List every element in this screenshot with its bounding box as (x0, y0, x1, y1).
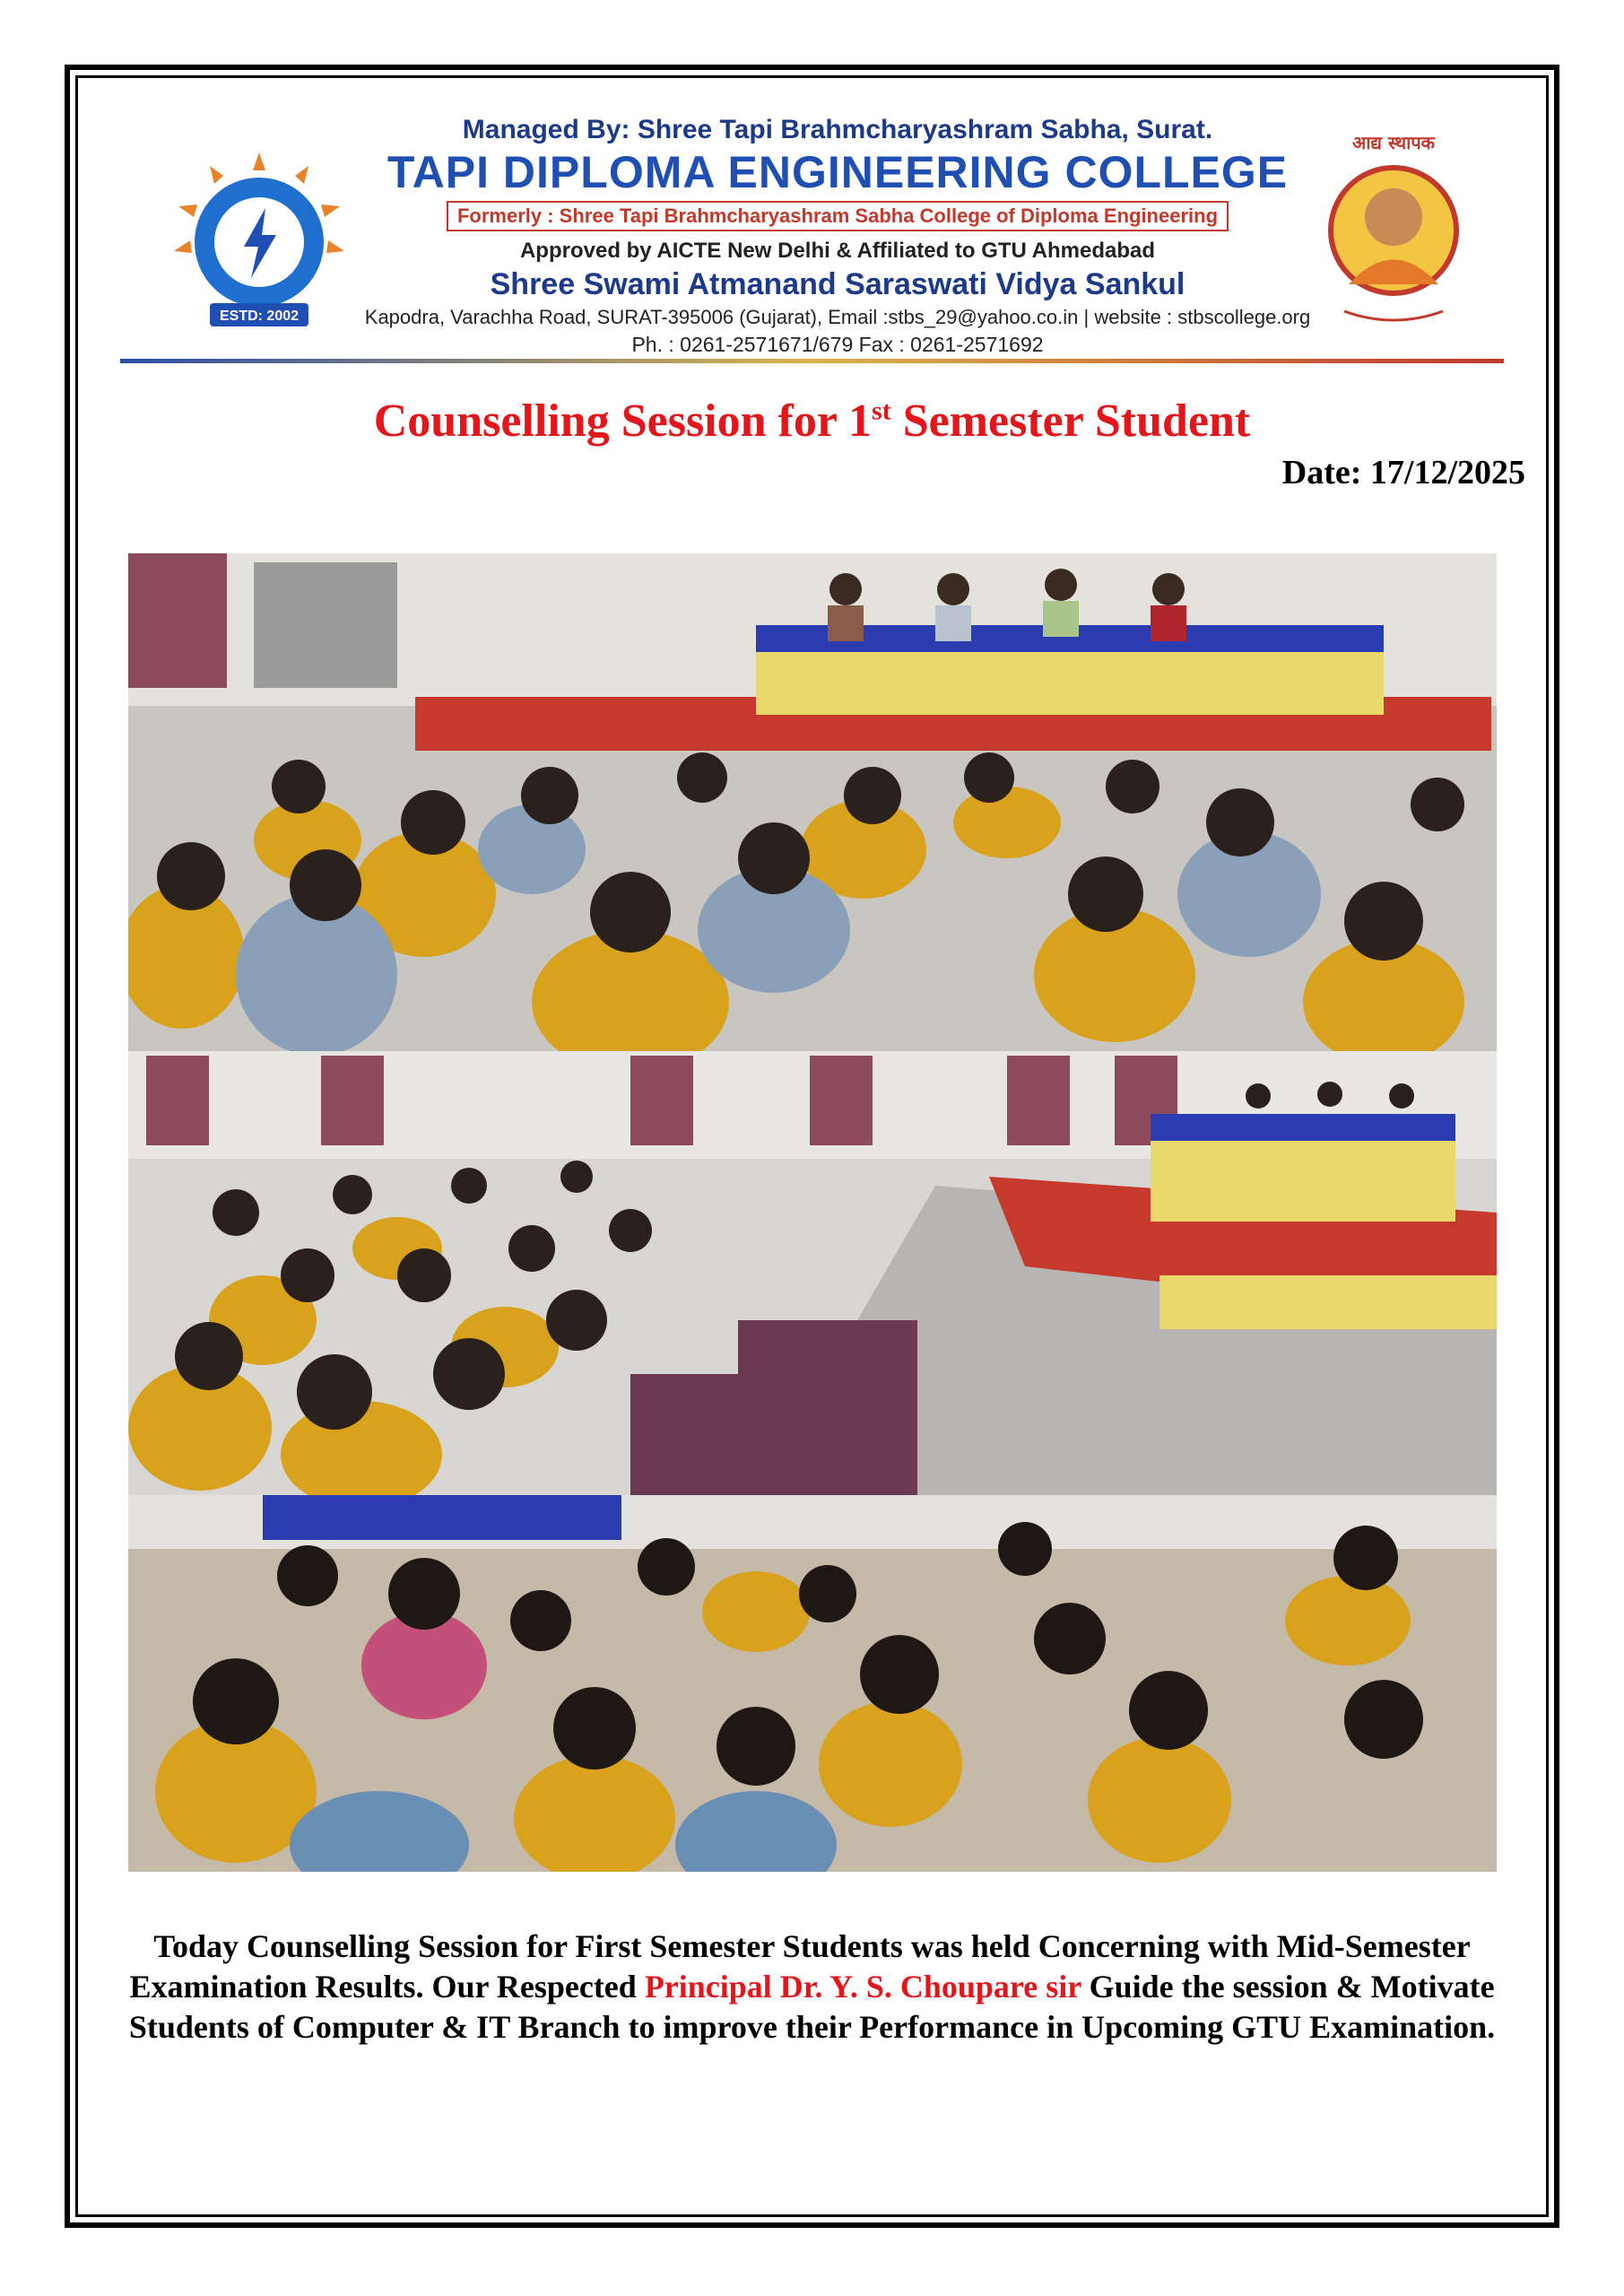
letterhead-divider (120, 359, 1504, 363)
college-logo (165, 144, 353, 332)
founder-caption: आद्य स्थापक (1351, 132, 1436, 153)
letterhead (120, 108, 1504, 368)
principal-name: Principal Dr. Y. S. Choupare sir (644, 1969, 1081, 2005)
logo-estd-text: ESTD: 2002 (219, 309, 300, 324)
approval-line: Approved by AICTE New Delhi & Affiliated to GTU Ahmedabad (519, 239, 1156, 263)
college-name: TAPI DIPLOMA ENGINEERING COLLEGE (386, 147, 1289, 197)
page-title: Counselling Session for 1st Semester Student (373, 396, 1251, 447)
event-date: Date: 17/12/2025 (1281, 454, 1525, 491)
founder-emblem (1322, 127, 1465, 334)
photo-students-seated (128, 1495, 1497, 1872)
photo-stage-audience (128, 553, 1497, 1051)
sankul-name: Shree Swami Atmanand Saraswati Vidya Sankul (490, 267, 1185, 301)
photo-hall-wide (128, 1051, 1497, 1495)
formerly-name: Formerly : Shree Tapi Brahmcharyashram Sabha College of Diploma Engineering (447, 201, 1229, 231)
event-description: Today Counselling Session for First Semester Students was held Concerning with Mid-Semester Examination Results. Our Respected Principal Dr. Y. S. Choupare sir Guide the session & Motivate Students of Computer & IT Branch to improve their Performance in Upcoming GTU Examination. (128, 1928, 1496, 2045)
address-line: Kapodra, Varachha Road, SURAT-395006 (Gujarat), Email :stbs_29@yahoo.co.in | website : stbscollege.org (364, 306, 1311, 328)
managed-by: Managed By: Shree Tapi Brahmcharyashram Sabha, Surat. (462, 115, 1213, 144)
phone-line: Ph. : 0261-2571671/679 Fax : 0261-2571692 (631, 333, 1044, 356)
